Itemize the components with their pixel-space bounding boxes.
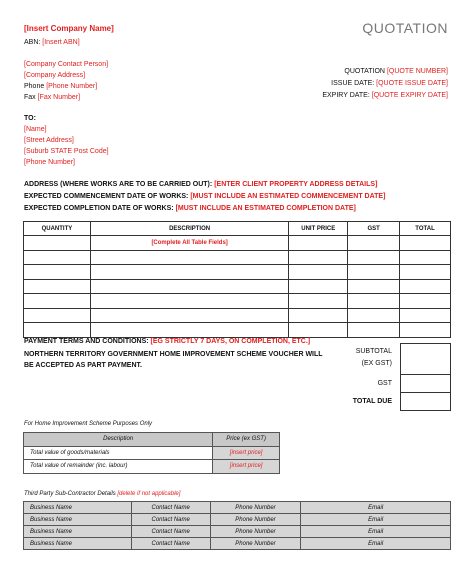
quantity-cell[interactable] xyxy=(24,308,91,323)
home-improvement-header-row xyxy=(24,433,280,447)
works-address-label: ADDRESS (WHERE WORKS ARE TO BE CARRIED OUT): xyxy=(24,181,213,188)
third-party-note: [delete if not applicable] xyxy=(117,491,181,497)
unit-price-cell[interactable] xyxy=(289,294,348,309)
total-cell[interactable] xyxy=(400,279,451,294)
expiry-date-label: EXPIRY DATE: xyxy=(322,92,370,99)
total-cell[interactable] xyxy=(400,265,451,280)
home-improvement-table xyxy=(23,432,280,474)
voucher-line-1: NORTHERN TERRITORY GOVERNMENT HOME IMPROVEMENT SCHEME VOUCHER WILL xyxy=(24,351,323,358)
works-address-row xyxy=(24,181,377,188)
subtotal-value-cell[interactable] xyxy=(401,344,451,375)
col-description: DESCRIPTION xyxy=(90,222,288,236)
phone-value[interactable]: [Phone Number] xyxy=(46,83,98,90)
total-due-value-cell[interactable] xyxy=(401,393,451,411)
business-name-cell[interactable]: Business Name xyxy=(24,526,132,538)
email-cell[interactable]: Email xyxy=(301,514,451,526)
gst-cell[interactable] xyxy=(348,250,400,265)
quantity-cell[interactable] xyxy=(24,294,91,309)
contact-name-cell[interactable]: Contact Name xyxy=(131,514,210,526)
gst-cell[interactable] xyxy=(348,265,400,280)
phone-number-cell[interactable]: Phone Number xyxy=(210,526,301,538)
description-cell[interactable] xyxy=(90,294,288,309)
business-name-cell[interactable]: Business Name xyxy=(24,514,132,526)
gst-total-label: GST xyxy=(377,380,392,387)
to-name[interactable]: [Name] xyxy=(24,126,47,133)
gst-cell[interactable] xyxy=(348,236,400,251)
total-due-label: TOTAL DUE xyxy=(352,398,392,405)
quantity-cell[interactable] xyxy=(24,279,91,294)
commencement-label: EXPECTED COMMENCEMENT DATE OF WORKS: xyxy=(24,193,189,200)
third-party-heading: Third Party Sub-Contractor Details xyxy=(24,491,116,497)
issue-date-row xyxy=(331,80,448,87)
col-unit-price: UNIT PRICE xyxy=(289,222,348,236)
quote-number-label: QUOTATION xyxy=(344,68,385,75)
expiry-date-value[interactable]: [QUOTE EXPIRY DATE] xyxy=(371,92,448,99)
totals-table xyxy=(400,343,451,411)
gst-cell[interactable] xyxy=(348,308,400,323)
table-row xyxy=(24,265,451,280)
table-row xyxy=(24,279,451,294)
to-street[interactable]: [Street Address] xyxy=(24,137,74,144)
issue-date-label: ISSUE DATE: xyxy=(331,80,375,87)
description-cell[interactable] xyxy=(90,250,288,265)
email-cell[interactable]: Email xyxy=(301,526,451,538)
description-cell[interactable] xyxy=(90,323,288,338)
table-row xyxy=(24,294,451,309)
table-row xyxy=(24,460,280,474)
payment-terms-value[interactable]: [EG STRICTLY 7 DAYS, ON COMPLETION, ETC.] xyxy=(150,338,311,345)
table-row xyxy=(24,323,451,338)
contact-name-cell[interactable]: Contact Name xyxy=(131,502,210,514)
total-cell[interactable] xyxy=(400,294,451,309)
table-row xyxy=(24,502,451,514)
contact-name-cell[interactable]: Contact Name xyxy=(131,538,210,550)
quantity-cell[interactable] xyxy=(24,250,91,265)
abn-value[interactable]: [Insert ABN] xyxy=(42,39,80,46)
to-suburb[interactable]: [Suburb STATE Post Code] xyxy=(24,148,109,155)
voucher-line-2: BE ACCEPTED AS PART PAYMENT. xyxy=(24,362,142,369)
expiry-date-row xyxy=(322,92,448,99)
gst-cell[interactable] xyxy=(348,323,400,338)
table-row xyxy=(24,538,451,550)
description-cell[interactable] xyxy=(90,279,288,294)
description-cell[interactable] xyxy=(90,265,288,280)
remainder-label: Total value of remainder (inc. labour) xyxy=(24,460,213,474)
hs-col-price: Price (ex GST) xyxy=(213,433,280,447)
completion-value[interactable]: [MUST INCLUDE AN ESTIMATED COMPLETION DATE] xyxy=(175,205,356,212)
completion-row xyxy=(24,205,356,212)
table-row xyxy=(24,526,451,538)
unit-price-cell[interactable] xyxy=(289,250,348,265)
remainder-price[interactable]: [insert price] xyxy=(213,460,280,474)
quote-number-row xyxy=(344,68,448,75)
col-gst: GST xyxy=(348,222,400,236)
goods-materials-price[interactable]: [insert price] xyxy=(213,446,280,460)
description-cell[interactable]: [Complete All Table Fields] xyxy=(90,236,288,251)
abn-label: ABN: xyxy=(24,39,41,46)
items-header-row xyxy=(24,222,451,236)
total-cell[interactable] xyxy=(400,236,451,251)
fax-label: Fax xyxy=(24,94,36,101)
table-row xyxy=(24,236,451,251)
subtotal-sub-label: (EX GST) xyxy=(361,360,392,367)
commencement-row xyxy=(24,193,385,200)
quantity-cell[interactable] xyxy=(24,236,91,251)
items-table xyxy=(23,221,451,338)
company-name[interactable]: [Insert Company Name] xyxy=(24,24,114,33)
business-name-cell[interactable]: Business Name xyxy=(24,502,132,514)
payment-terms-row xyxy=(24,338,310,345)
goods-materials-label: Total value of goods/materials xyxy=(24,446,213,460)
to-phone[interactable]: [Phone Number] xyxy=(24,159,75,166)
hs-col-description: Description xyxy=(24,433,213,447)
col-quantity: QUANTITY xyxy=(24,222,91,236)
third-party-heading-row xyxy=(24,491,180,497)
payment-terms-label: PAYMENT TERMS AND CONDITIONS: xyxy=(24,338,149,345)
table-row xyxy=(24,308,451,323)
col-total: TOTAL xyxy=(400,222,451,236)
abn-row xyxy=(24,39,80,46)
fax-value[interactable]: [Fax Number] xyxy=(37,94,81,101)
email-cell[interactable]: Email xyxy=(301,538,451,550)
unit-price-cell[interactable] xyxy=(289,323,348,338)
phone-number-cell[interactable]: Phone Number xyxy=(210,538,301,550)
third-party-table xyxy=(23,501,451,550)
phone-number-cell[interactable]: Phone Number xyxy=(210,514,301,526)
to-label: TO: xyxy=(24,115,36,122)
total-cell[interactable] xyxy=(400,250,451,265)
table-row xyxy=(24,250,451,265)
subtotal-label: SUBTOTAL xyxy=(355,348,392,355)
gst-cell[interactable] xyxy=(348,294,400,309)
business-name-cell[interactable]: Business Name xyxy=(24,538,132,550)
home-improvement-heading: For Home Improvement Scheme Purposes Only xyxy=(24,421,153,427)
document-title: QUOTATION xyxy=(362,20,448,36)
quote-number-value[interactable]: [QUOTE NUMBER] xyxy=(386,68,448,75)
contact-name-cell[interactable]: Contact Name xyxy=(131,526,210,538)
company-address[interactable]: [Company Address] xyxy=(24,72,86,79)
issue-date-value[interactable]: [QUOTE ISSUE DATE] xyxy=(376,80,448,87)
unit-price-cell[interactable] xyxy=(289,279,348,294)
description-cell[interactable] xyxy=(90,308,288,323)
works-address-value[interactable]: [ENTER CLIENT PROPERTY ADDRESS DETAILS] xyxy=(214,181,378,188)
total-cell[interactable] xyxy=(400,323,451,338)
unit-price-cell[interactable] xyxy=(289,265,348,280)
unit-price-cell[interactable] xyxy=(289,236,348,251)
gst-cell[interactable] xyxy=(348,279,400,294)
phone-number-cell[interactable]: Phone Number xyxy=(210,502,301,514)
phone-label: Phone xyxy=(24,83,45,90)
total-cell[interactable] xyxy=(400,308,451,323)
unit-price-cell[interactable] xyxy=(289,308,348,323)
email-cell[interactable]: Email xyxy=(301,502,451,514)
completion-label: EXPECTED COMPLETION DATE OF WORKS: xyxy=(24,205,174,212)
gst-value-cell[interactable] xyxy=(401,375,451,393)
quantity-cell[interactable] xyxy=(24,265,91,280)
table-row xyxy=(24,446,280,460)
commencement-value[interactable]: [MUST INCLUDE AN ESTIMATED COMMENCEMENT DATE] xyxy=(190,193,386,200)
contact-person[interactable]: [Company Contact Person] xyxy=(24,61,109,68)
table-row xyxy=(24,514,451,526)
fax-row xyxy=(24,94,80,101)
quantity-cell[interactable] xyxy=(24,323,91,338)
phone-row xyxy=(24,83,97,90)
